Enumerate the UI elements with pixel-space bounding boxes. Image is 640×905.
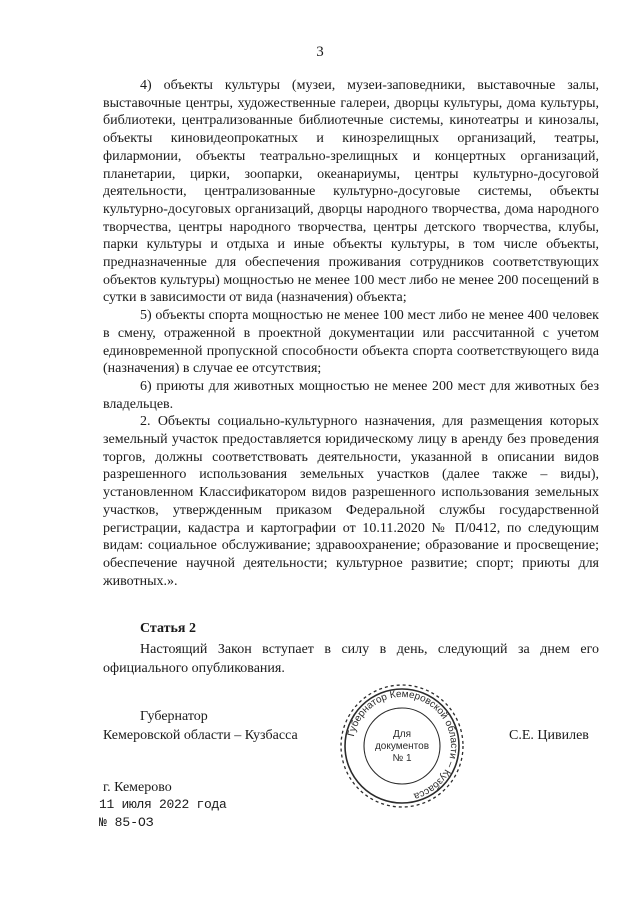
signatory-name: С.Е. Цивилев [509,728,589,743]
signatory-region: Кемеровской области – Кузбасса [103,728,298,743]
seal-center-line3: № 1 [392,753,412,764]
signing-place: г. Кемерово [103,780,172,795]
article-text: Настоящий Закон вступает в силу в день, следующий за днем его официального опубликования. [103,642,599,676]
paragraph-item-5: 5) объекты спорта мощностью не менее 100 мест либо не менее 400 человек в смену, отраженной в проектной документации или рассчитанной с учетом единовременной пропускной способности объекта спорта соответствующего вида (назначения) в случае ее отсутствия; [103,308,599,377]
seal-center-line1: Для [392,729,412,740]
seal-ring-text: Губернатор Кемеровской области – Кузбасса [346,688,460,802]
article-heading: Статья 2 [140,621,196,636]
signatory-title: Губернатор [140,709,208,724]
official-seal-stamp [338,682,466,810]
paragraph-item-4: 4) объекты культуры (музеи, музеи-заповедники, выставочные залы, выставочные центры, художественные галереи, дворцы культуры, дома культуры, библиотеки, централизованные библиотечные системы, кинотеатры и кинозалы, объекты киновидеопрокатных и кинозрелищных организаций, театры, филармонии, объекты театрально-зрелищных и концертных организаций, планетарии, цирки, зоопарки, океанариумы, центры культурно-досуговой деятельности, централизованные культурно-досуговые системы, объекты культурно-досуговых организаций, дворцы народного творчества, дома народного творчества, центры народного творчества, центры детского творчества, клубы, парки культуры и отдыха и иные объекты культуры, в том числе объекты, предназначенные для обеспечения проживания сотрудников соответствующих объектов культуры) мощностью не менее 100 мест либо не менее 200 посещений в сутки в зависимости от вида (назначения) объекта; [103,78,599,306]
paragraph-clause-2: 2. Объекты социально-культурного назначения, для размещения которых земельный участок предоставляется юридическому лицу в аренду без проведения торгов, должны соответствовать деятельности, указанной в описании видов разрешенного использования земельных участков (далее также – виды), установленном Классификатором видов разрешенного использования земельных участков, утвержденным приказом Федеральной службы государственной регистрации, кадастра и картографии от 10.11.2020 № П/0412, по следующим видам: социальное обслуживание; здравоохранение; образование и просвещение; обеспечение научной деятельности; культурное развитие; спорт; приюты для животных.». [103,414,599,589]
page-number: 3 [316,44,324,60]
document-body [103,77,599,590]
law-number: № 85-ОЗ [99,815,154,830]
seal-center-line2: документов [374,741,430,752]
signing-date: 11 июля 2022 года [99,797,227,812]
paragraph-item-6: 6) приюты для животных мощностью не менее 200 мест для животных без владельцев. [103,378,599,412]
